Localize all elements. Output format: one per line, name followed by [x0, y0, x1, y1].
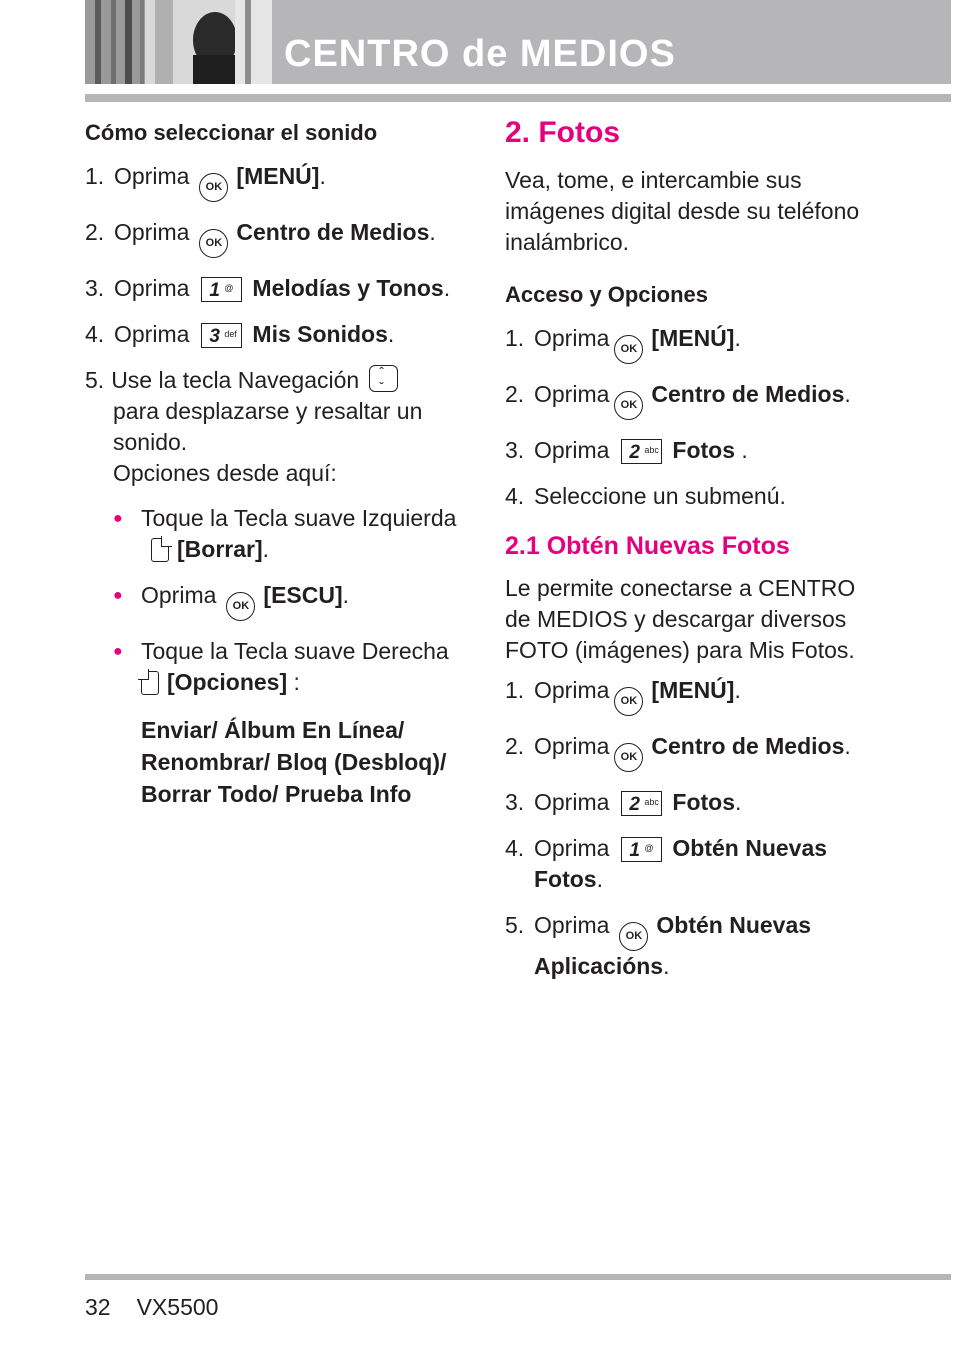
- section-title: 2. Fotos: [505, 116, 621, 149]
- step-number: 1.: [505, 677, 525, 703]
- bullet-icon: ●: [113, 643, 123, 660]
- options-list: Enviar/ Álbum En Línea/ Renombrar/ Bloq (Desbloq)/ Borrar Todo/ Prueba Info: [141, 717, 447, 807]
- step-command: Melodías y Tonos: [252, 275, 444, 301]
- step-text: para desplazarse y resaltar un sonido.: [113, 398, 423, 455]
- key-number: 2: [629, 794, 640, 815]
- step-punct: .: [734, 325, 741, 351]
- key-2-icon: [621, 791, 662, 816]
- list-item: [505, 435, 875, 466]
- ok-key-icon: OK: [614, 335, 643, 364]
- key-letters: abc: [644, 797, 659, 807]
- bullet-punct: .: [262, 536, 270, 562]
- step-number: 5.: [85, 367, 105, 393]
- header-photo-image: [85, 0, 272, 84]
- step-text: Oprima: [534, 437, 610, 463]
- list-item: [505, 910, 875, 982]
- list-item: [85, 503, 460, 565]
- step-punct: .: [663, 953, 670, 979]
- bullet-text: Toque la Tecla suave Derecha: [141, 638, 449, 664]
- step-text: Oprima: [114, 163, 190, 189]
- step-command: [MENÚ]: [651, 325, 735, 351]
- list-item: [505, 731, 875, 772]
- page-title: CENTRO de MEDIOS: [284, 33, 676, 75]
- left-steps: [85, 161, 460, 396]
- step-number: 1.: [505, 325, 525, 351]
- bullet-punct: .: [342, 582, 350, 608]
- list-item: [85, 161, 460, 202]
- list-item: [505, 323, 875, 364]
- step-command: Mis Sonidos: [252, 321, 388, 347]
- list-item: [85, 273, 460, 304]
- list-item: [85, 580, 460, 621]
- key-number: 1: [629, 840, 640, 861]
- step-number: 4.: [505, 835, 525, 861]
- step-number: 3.: [505, 789, 525, 815]
- step-text: Oprima: [534, 381, 610, 407]
- step-number: 2.: [85, 219, 105, 245]
- step-punct: .: [734, 677, 741, 703]
- list-item: [505, 833, 875, 895]
- bullet-command: [Opciones]: [167, 669, 288, 695]
- step-text: Oprima: [534, 325, 610, 351]
- step-punct: .: [387, 321, 395, 347]
- step-number: 4.: [85, 321, 105, 347]
- bullet-punct: :: [287, 669, 300, 695]
- step-text: Seleccione un submenú.: [534, 483, 786, 509]
- key-letters: def: [224, 329, 237, 339]
- list-item: [505, 675, 875, 716]
- subsection-title: 2.1 Obtén Nuevas Fotos: [505, 532, 790, 560]
- step-number: 3.: [85, 275, 105, 301]
- key-number: 2: [629, 442, 640, 463]
- step-text: Oprima: [534, 835, 610, 861]
- key-number: 1: [209, 280, 220, 301]
- left-soft-key-icon: [151, 538, 169, 562]
- step-command: Fotos: [672, 437, 736, 463]
- step-command: Obtén Nuevas Fotos: [534, 835, 828, 892]
- step-command: Centro de Medios: [651, 733, 845, 759]
- step-number: 2.: [505, 733, 525, 759]
- bullet-text: Toque la Tecla suave Izquierda: [141, 505, 457, 531]
- page-footer: [85, 1292, 218, 1322]
- step-punct: .: [596, 866, 603, 892]
- subsection-steps: [505, 675, 875, 982]
- step-command: [MENÚ]: [236, 163, 320, 189]
- bullet-icon: ●: [113, 587, 123, 604]
- ok-key-icon: OK: [226, 592, 255, 621]
- step-command: [MENÚ]: [651, 677, 735, 703]
- key-3-icon: [201, 323, 242, 348]
- step-punct: .: [319, 163, 326, 189]
- page-number: 32: [85, 1294, 111, 1320]
- navigation-key-icon: [369, 365, 398, 392]
- step-text: Oprima: [534, 789, 610, 815]
- list-item: [85, 217, 460, 258]
- step-text: Oprima: [534, 677, 610, 703]
- step-punct: .: [844, 381, 851, 407]
- step-punct: .: [844, 733, 851, 759]
- right-soft-key-icon: [141, 671, 159, 695]
- list-item: [505, 787, 875, 818]
- list-item: [85, 319, 460, 350]
- step-number: 2.: [505, 381, 525, 407]
- list-item: [505, 481, 875, 512]
- subsection-intro: Le permite conectarse a CENTRO de MEDIOS y descargar diversos FOTO (imágenes) para Mis Fotos.: [505, 575, 856, 663]
- key-2-icon: [621, 439, 662, 464]
- model-name: VX5500: [136, 1294, 219, 1320]
- step-text: Opciones desde aquí:: [113, 460, 337, 486]
- section-intro: Vea, tome, e intercambie sus imágenes digital desde su teléfono inalámbrico.: [505, 167, 860, 255]
- ok-key-icon: OK: [199, 173, 228, 202]
- options-bullets: [85, 503, 460, 698]
- key-letters: @: [224, 283, 234, 293]
- header-photo: [85, 0, 272, 84]
- step-number: 3.: [505, 437, 525, 463]
- step-number: 1.: [85, 163, 105, 189]
- step-number: 4.: [505, 483, 525, 509]
- list-item: [85, 636, 460, 698]
- step-punct: .: [429, 219, 436, 245]
- step-punct: .: [443, 275, 451, 301]
- left-subheading: Cómo seleccionar el sonido: [85, 120, 378, 145]
- ok-key-icon: OK: [614, 687, 643, 716]
- step-text: Oprima: [534, 912, 610, 938]
- bullet-icon: ●: [113, 510, 123, 527]
- left-column: [85, 118, 460, 810]
- step-text: Oprima: [114, 219, 190, 245]
- bullet-command: [Borrar]: [177, 536, 263, 562]
- step-punct: .: [735, 437, 748, 463]
- step-command: Centro de Medios: [651, 381, 845, 407]
- step-number: 5.: [505, 912, 525, 938]
- bullet-text: Oprima: [141, 582, 217, 608]
- step-punct: .: [735, 789, 742, 815]
- list-item: [505, 379, 875, 420]
- step-text: Oprima: [114, 321, 190, 347]
- step5-continued: [85, 396, 460, 489]
- bullet-command: [ESCU]: [263, 582, 343, 608]
- list-item: [85, 365, 460, 396]
- ok-key-icon: OK: [619, 922, 648, 951]
- right-column: [505, 114, 875, 1000]
- step-text: Use la tecla Navegación: [111, 367, 360, 393]
- access-steps: [505, 323, 875, 512]
- key-letters: abc: [644, 445, 659, 455]
- ok-key-icon: OK: [199, 229, 228, 258]
- step-text: Oprima: [534, 733, 610, 759]
- key-number: 3: [209, 326, 220, 347]
- footer-divider: [85, 1274, 951, 1280]
- header-divider: [85, 94, 951, 102]
- ok-key-icon: OK: [614, 743, 643, 772]
- step-command: Fotos: [672, 789, 736, 815]
- step-text: Oprima: [114, 275, 190, 301]
- key-1-icon: [621, 837, 662, 862]
- step-command: Obtén Nuevas Aplicacións: [534, 912, 812, 979]
- right-subheading: Acceso y Opciones: [505, 282, 708, 307]
- key-1-icon: [201, 277, 242, 302]
- step-command: Centro de Medios: [236, 219, 430, 245]
- ok-key-icon: OK: [614, 391, 643, 420]
- key-letters: @: [644, 843, 654, 853]
